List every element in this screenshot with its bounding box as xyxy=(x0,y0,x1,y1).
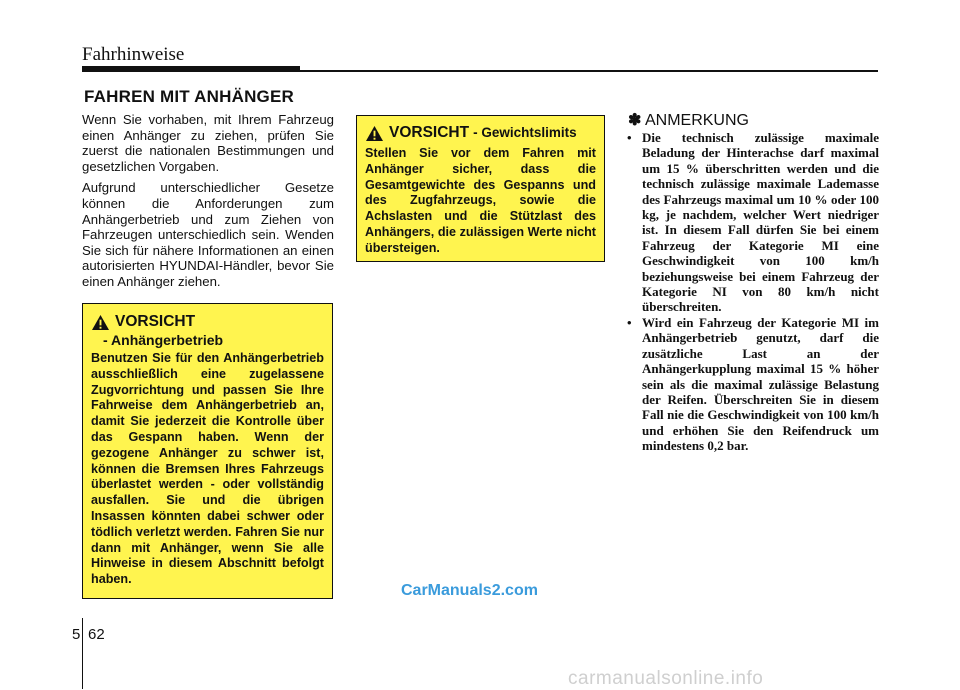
bullet-icon: • xyxy=(627,130,632,145)
header-rule-thin xyxy=(300,70,878,72)
header-rule-thick xyxy=(82,66,300,72)
section-title: FAHREN MIT ANHÄNGER xyxy=(84,87,294,106)
note-title xyxy=(628,110,749,130)
chapter-title: Fahrhinweise xyxy=(82,44,185,65)
page-number: 62 xyxy=(88,626,105,643)
warning-body: Benutzen Sie für den Anhängerbetrieb ausschließlich eine zugelassene Zugvorrichtung und passen Sie Ihre Fahrweise dem Anhängerbetrieb an, damit Sie jederzeit die Kontrolle über das Gespann haben. Wenn der gezogene Anhänger zu schwer ist, können die Bremsen Ihres Fahrzeugs überlastet werden - oder vollständig ausfallen. Sie und die übrigen Insassen könnten dabei schwer oder tödlich verletzt werden. Fahren Sie nur dann mit Anhänger, wenn Sie alle Hinweise in diesem Abschnitt befolgt haben. xyxy=(91,351,324,587)
warning-body: Stellen Sie vor dem Fahren mit Anhänger sicher, dass die Gesamtgewichte des Gespanns und des Zugfahrzeugs, sowie die Achslasten und die Stützlast des Anhängers, die zulässigen Werte nicht übersteigen. xyxy=(365,146,596,255)
note-item xyxy=(627,315,879,454)
warning-header xyxy=(365,124,596,142)
bullet-icon: • xyxy=(627,314,632,330)
note-symbol-icon: ✽ xyxy=(628,112,642,129)
site-watermark: carmanualsonline.info xyxy=(568,668,764,689)
intro-paragraph: Aufgrund unterschiedlicher Gesetze können die Anforderungen zum Anhängerbetrieb und zum Ziehen von Fahrzeugen unterschiedlich sein. Wenden Sie sich für nähere Informationen an einen autorisierten HYUNDAI-Händler, bevor Sie einen Anhänger ziehen. xyxy=(82,180,334,289)
page-chapter-number: 5 xyxy=(72,626,81,643)
intro-paragraph: Wenn Sie vorhaben, mit Ihrem Fahrzeug einen Anhänger zu ziehen, prüfen Sie zuerst die nationalen Bestimmungen und gesetzlichen Vorgaben. xyxy=(82,112,334,174)
intro-text xyxy=(82,112,334,296)
watermark-link[interactable]: CarManuals2.com xyxy=(401,582,538,599)
warning-subtitle: - Gewichtslimits xyxy=(473,125,577,140)
warning-box-trailer xyxy=(82,303,333,599)
warning-subtitle: - Anhängerbetrieb xyxy=(103,332,224,348)
warning-triangle-icon xyxy=(91,314,110,331)
note-title-text: ANMERKUNG xyxy=(644,112,749,129)
page-divider xyxy=(82,618,83,689)
warning-header xyxy=(91,313,324,331)
warning-box-weight xyxy=(356,115,605,262)
warning-title: VORSICHT xyxy=(389,124,470,141)
warning-triangle-icon xyxy=(365,125,384,142)
note-item xyxy=(627,130,879,315)
note-item-text: Die technisch zulässige maximale Beladung der Hinterachse darf maximal um 15 % überschritten werden und die technisch zulässige maximale Lademasse des Fahrzeugs maximal um 10 % oder 100 kg, je nachdem, welcher Wert niedriger ist. In diesem Fall dürfen Sie bei einem Fahrzeug der Kategorie MI eine Geschwindigkeit von 100 km/h beziehungsweise bei einem Fahrzeug der Kategorie NI von 80 km/h nicht überschreiten. xyxy=(642,130,879,315)
note-list xyxy=(627,130,879,454)
warning-title: VORSICHT xyxy=(115,313,196,330)
note-item-text: Wird ein Fahrzeug der Kategorie MI im Anhängerbetrieb genutzt, darf die zusätzliche Last an der Anhängerkupplung maximal 15 % höher sein als die maximal zulässige Belastung der Reifen. Überschreiten Sie in diesem Fall nie die Geschwindigkeit von 100 km/h und erhöhen Sie den Reifendruck um mindestens 0,2 bar. xyxy=(642,314,879,454)
